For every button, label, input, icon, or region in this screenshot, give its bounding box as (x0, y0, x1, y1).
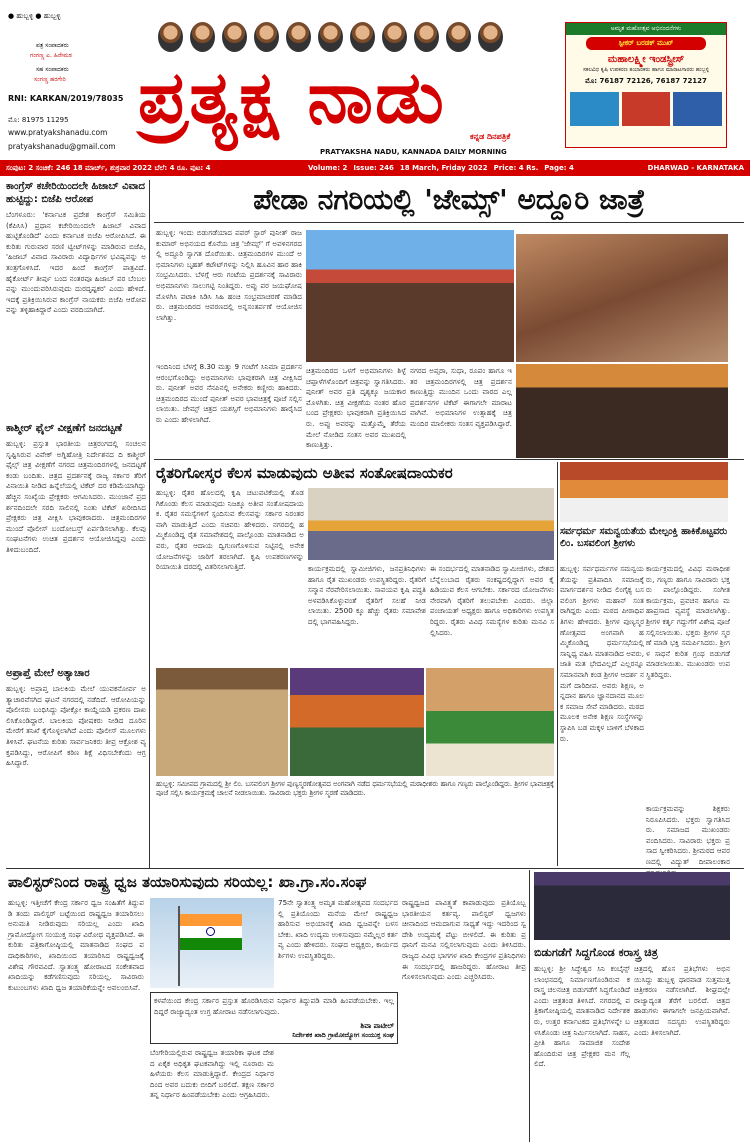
swamiji-photo (560, 462, 728, 522)
price: Price: 4 Rs. (493, 164, 539, 172)
portrait (414, 22, 439, 52)
portrait (190, 22, 215, 52)
ad-brand: ಮಹಾಲಕ್ಷ್ಮೀ ಇಂಡಸ್ಟ್ರೀಸ್ (607, 54, 685, 65)
flag-article-col1: ಹುಬ್ಬಳ್ಳಿ: ಇತ್ತೀಚೆಗೆ ಕೇಂದ್ರ ಸರ್ಕಾರ ಧ್ವಜ ಸಂಹಿತೆಗೆ ತಿದ್ದುಪಡಿ ತಂದು ಪಾಲಿಸ್ಟರ್ ಬಟ್ಟೆಯಿಂದ ರಾಷ್ಟ್ರಧ್ವಜ ತಯಾರಿಸಲು ಅನುಮತಿ ನೀಡಿರುವುದು ಸರಿಯಲ್ಲ ಎಂದು ಖಾದಿ ಗ್ರಾಮೋದ್ಯೋಗ ಸಂಯುಕ್ತ ಸಂಘ ವಿರೋಧ ವ್ಯಕ್ತಪಡಿಸಿದೆ. ಈ ಕುರಿತು ಪತ್ರಿಕಾಗೋಷ್ಠಿಯಲ್ಲಿ ಮಾತನಾಡಿದ ಸಂಘದ ಪದಾಧಿಕಾರಿಗಳು, ಖಾದಿಯಿಂದ ತಯಾರಿಸಿದ ರಾಷ್ಟ್ರಧ್ವಜಕ್ಕೆ ವಿಶೇಷ ಗೌರವವಿದೆ. ಸ್ವಾತಂತ್ರ್ಯ ಹೋರಾಟದ ಸಂಕೇತವಾದ ಖಾದಿಯನ್ನು ಕಡೆಗಣಿಸುವುದು ಸರಿಯಲ್ಲ. ಸಾವಿರಾರು ಕುಟುಂಬಗಳು ಖಾದಿ ಧ್ವಜ ತಯಾರಿಕೆಯನ್ನೇ ಅವಲಂಬಿಸಿವೆ. (8, 898, 144, 992)
ad-sub: ಸ್ಪೀಕರ್ ಬರಡಕ್ ಮುಖ್ (586, 37, 706, 50)
flag-article-col5: ರಾಷ್ಟ್ರಧ್ವಜದ ಪಾವಿತ್ರ್ಯತೆ ಕಾಪಾಡುವುದು ಪ್ರತಿಯೊಬ್ಬ ಭಾರತೀಯನ ಕರ್ತವ್ಯ. ಪಾಲಿಸ್ಟರ್ ಧ್ವಜಗಳು ಚೀನಾದಿಂದ ಆಮದಾಗುವ ಸಾಧ್ಯತೆ ಇದ್ದು ಇದರಿಂದ ಸ್ವದೇಶಿ ಉದ್ಯಮಕ್ಕೆ ಪೆಟ್ಟು ಬೀಳಲಿದೆ. ಈ ಕುರಿತು ಪ್ರಧಾನಿಗೆ ಮನವಿ ಸಲ್ಲಿಸಲಾಗುವುದು ಎಂದು ತಿಳಿಸಿದರು. ರಾಜ್ಯದ ವಿವಿಧ ಭಾಗಗಳ ಖಾದಿ ಕೇಂದ್ರಗಳ ಪ್ರತಿನಿಧಿಗಳು ಈ ಸಂದರ್ಭದಲ್ಲಿ ಹಾಜರಿದ್ದರು. ಹೋರಾಟ ತೀವ್ರಗೊಳಿಸಲಾಗುವುದು ಎಂದು ಎಚ್ಚರಿಸಿದರು. (402, 898, 526, 982)
right-divider (557, 462, 558, 866)
sarvadharma-headline: ಸರ್ವಧರ್ಮ ಸಮನ್ವಯತೆಯ ಮೇಲ್ಪಂಕ್ತಿ ಹಾಕಿಕೊಟ್ಟವರು ಲಿಂ. ಬಸವಲಿಂಗ ಶ್ರೀಗಳು (560, 526, 728, 549)
lead-headline: ಪೇಡಾ ನಗರಿಯಲ್ಲಿ 'ಜೇಮ್ಸ್' ಅದ್ದೂರಿ ಜಾತ್ರೆ (253, 183, 645, 216)
portrait (286, 22, 311, 52)
phone: ಮೊ: 81975 11295 (8, 116, 69, 124)
co-editor-name: ಸಂಗಣ್ಣ ಹರಗೇರಿ (34, 76, 66, 83)
advertisement[interactable] (565, 22, 727, 148)
column-divider (149, 180, 150, 868)
ad-phone: ಮೊ: 76187 72126, 76187 72127 (585, 77, 707, 85)
crime-article: ಹುಬ್ಬಳ್ಳಿ: ಅಪ್ರಾಪ್ತ ಬಾಲಕಿಯ ಮೇಲೆ ಯುವಕನೋರ್ವ ಅತ್ಯಾಚಾರವೆಸಗಿದ ಘಟನೆ ನಗರದಲ್ಲಿ ನಡೆದಿದೆ. ಆರೋಪಿಯನ್ನು ಪೊಲೀಸರು ಬಂಧಿಸಿದ್ದು ಪೋಕ್ಸೋ ಕಾಯ್ದೆಯಡಿ ಪ್ರಕರಣ ದಾಖಲಿಸಿಕೊಂಡಿದ್ದಾರೆ. ಬಾಲಕಿಯ ಪೋಷಕರು ನೀಡಿದ ದೂರಿನ ಮೇರೆಗೆ ತನಿಖೆ ಕೈಗೊಳ್ಳಲಾಗಿದೆ ಎಂದು ಪೊಲೀಸ್ ಮೂಲಗಳು ತಿಳಿಸಿವೆ. ಘಟನೆಯ ಕುರಿತು ಸಾರ್ವಜನಿಕರು ತೀವ್ರ ಆಕ್ರೋಶ ವ್ಯಕ್ತಪಡಿಸಿದ್ದು, ಆರೋಪಿಗೆ ಕಠಿಣ ಶಿಕ್ಷೆ ವಿಧಿಸಬೇಕೆಂದು ಆಗ್ರಹಿಸಿದ್ದಾರೆ. (6, 684, 146, 768)
flag-article-col2: 75ನೇ ಸ್ವಾತಂತ್ರ್ಯ ಅಮೃತ ಮಹೋತ್ಸವದ ಸಂದರ್ಭದಲ್ಲಿ ಪ್ರತಿಯೊಂದು ಮನೆಯ ಮೇಲೆ ರಾಷ್ಟ್ರಧ್ವಜ ಹಾರಿಸುವ ಅಭಿಯಾನಕ್ಕೆ ಖಾದಿ ಧ್ವಜವನ್ನೇ ಬಳಸಬೇಕು. ಖಾದಿ ಉದ್ಯಮ ಉಳಿಸುವುದು ನಮ್ಮೆಲ್ಲರ ಕರ್ತವ್ಯ ಎಂದು ಹೇಳಿದರು. ಸಂಘದ ಅಧ್ಯಕ್ಷರು, ಕಾರ್ಯದರ್ಶಿಗಳು ಉಪಸ್ಥಿತರಿದ್ದರು. (278, 898, 398, 960)
ad-description: ಸಕಲವಿಧ ಕೃಷಿ ಉಪಕರಣ ತಯಾರಕರು ಹಾಗೂ ಮಾರಾಟಗಾರರು ಹುಬ್ಬಳ್ಳಿ (582, 67, 710, 73)
portrait (318, 22, 343, 52)
quote-text: ಕಳಪೆಯಿಂದ ಕೇಂದ್ರ ಸರ್ಕಾರ ಪ್ರಸ್ತುತ ಹೊರಡಿಸಿರುವ ನಿರ್ಧಾರ ತಿದ್ದುಪಡಿ ಮಾಡಿ ಹಿಂಪಡೆಯಬೇಕು. ಇಲ್ಲದಿದ್ದರೆ ರಾಜ್ಯಾದ್ಯಂತ ಉಗ್ರ ಹೋರಾಟ ನಡೆಸಲಾಗುವುದು. (154, 996, 394, 1016)
masthead-title: ಪ್ರತ್ಯಕ್ಷ ನಾಡು (138, 55, 446, 139)
lead-article-col1b: ಇಂದಿನಿಂದ ಬೆಳಗ್ಗೆ 8.30 ಮತ್ತು 9 ಗಂಟೆಗೆ ಸಿನಿಮಾ ಪ್ರದರ್ಶನ ಆರಂಭಗೊಂಡಿದ್ದು ಅಭಿಮಾನಿಗಳು ಭಾವುಕರಾಗಿ ಚಿತ್ರ ವೀಕ್ಷಿಸಿದರು. ಪುನೀತ್ ಅವರ ನೆನಪಿನಲ್ಲಿ ಅನೇಕರು ಕಣ್ಣೀರು ಹಾಕಿದರು. ಚಿತ್ರಮಂದಿರದ ಮುಂದೆ ಪುನೀತ್ ಅವರ ಭಾವಚಿತ್ರಕ್ಕೆ ಪೂಜೆ ಸಲ್ಲಿಸಲಾಯಿತು. ಜೇಮ್ಸ್ ಚಿತ್ರದ ಯಶಸ್ಸಿಗೆ ಅಭಿಮಾನಿಗಳು ಹಾರೈಸಿದರು ಎಂದು ಹೇಳಲಾಗಿದೆ. (156, 362, 302, 424)
sarvadharma-article-col2: ಕಾರ್ಯಕ್ರಮದಲ್ಲಿ ವಿವಿಧ ಮಠಾಧೀಶರು, ಗಣ್ಯರು ಹಾಗೂ ಸಾವಿರಾರು ಭಕ್ತರು ಪಾಲ್ಗೊಂಡಿದ್ದರು. ಸಂಗೀತ ಕಾರ್ಯಕ್ರಮ, ಪ್ರವಚನ ಹಾಗೂ ಮಹಾಪ್ರಸಾದ ವ್ಯವಸ್ಥೆ ಮಾಡಲಾಗಿತ್ತು. ಶ್ರೀಗಳ ಕರ್ತೃ ಗದ್ದುಗೆಗೆ ವಿಶೇಷ ಪೂಜೆ ಸಲ್ಲಿಸಲಾಯಿತು. ಭಕ್ತರು ಶ್ರೀಗಳ ಸ್ಮರಣೆ ಮಾಡಿ ಭಕ್ತಿ ಸಮರ್ಪಿಸಿದರು. ಶ್ರೀಗಳ ಸಾಧನೆ ಕುರಿತ ಗ್ರಂಥ ಬಿಡುಗಡೆ ಮಾಡಲಾಯಿತು. ಮುಖಂಡರು ಉಪಸ್ಥಿತರಿದ್ದರು. (646, 564, 730, 679)
lead-article-col3: ನಗರದ ಅಪ್ಸರಾ, ಸುಧಾ, ರೂಪಂ ಹಾಗೂ ಇತರ ಚಿತ್ರಮಂದಿರಗಳಲ್ಲಿ ಚಿತ್ರ ಪ್ರದರ್ಶನ ಕಾಣುತ್ತಿದ್ದು ಮುಂದಿನ ಒಂದು ವಾರದ ಎಲ್ಲ ಪ್ರದರ್ಶನಗಳ ಟಿಕೆಟ್ ಈಗಾಗಲೇ ಮಾರಾಟವಾಗಿವೆ. ಅಭಿಮಾನಿಗಳ ಉತ್ಸಾಹಕ್ಕೆ ಚಿತ್ರಮಂದಿರ ಮಾಲೀಕರು ಸಂತಸ ವ್ಯಕ್ತಪಡಿಸಿದ್ದಾರೆ. (410, 366, 512, 428)
sarvadharma-article-col2b: ಕಾರ್ಯಕ್ರಮವನ್ನು ಶಿಕ್ಷಕರು ನಿರೂಪಿಸಿದರು. ಭಕ್ತರು ಸ್ವಾಗತಿಸಿದರು. ಸಮಾಜದ ಮುಖಂಡರು ವಂದಿಸಿದರು. ಸಾವಿರಾರು ಭಕ್ತರು ಪ್ರಸಾದ ಸ್ವೀಕರಿಸಿದರು. ಶ್ರೀಮಠದ ಆವರಣದಲ್ಲಿ ವಿದ್ಯುತ್ ದೀಪಾಲಂಕಾರ (646, 804, 730, 866)
issue-info-kannada: ಸಂಪುಟ: 2 ಸಂಚಿಕೆ: 246 18 ಮಾರ್ಚ್, ಶುಕ್ರವಾರ 2022 ಬೆಲೆ: 4 ರೂ. ಪುಟ: 4 (6, 163, 211, 172)
film-team-photo (534, 872, 730, 940)
machine-image (622, 92, 671, 126)
portrait (350, 22, 375, 52)
flag-headline: ಪಾಲಿಸ್ಟರ್‌ನಿಂದ ರಾಷ್ಟ್ರ ಧ್ವಜ ತಯಾರಿಸುವುದು ಸರಿಯಲ್ಲ: ಖಾ.ಗ್ರಾ.ಸಂ.ಸಂಘ (8, 873, 367, 891)
farmers-article-col3: ಈ ಸಂದರ್ಭದಲ್ಲಿ ಮಾತನಾಡಿದ ಸ್ವಾಮೀಜಿಗಳು, ದೇಶದ ಬೆನ್ನೆಲುಬಾದ ರೈತರು ಸಂಕಷ್ಟದಲ್ಲಿದ್ದಾಗ ಅವರ ಕೈ ಹಿಡಿಯುವ ಕೆಲಸ ಆಗಬೇಕು. ಸರ್ಕಾರದ ಯೋಜನೆಗಳು ನೇರವಾಗಿ ರೈತರಿಗೆ ತಲುಪಬೇಕು ಎಂದರು. ಜಿಲ್ಲಾ ಪಂಚಾಯತ್ ಅಧ್ಯಕ್ಷರು ಹಾಗೂ ಅಧಿಕಾರಿಗಳು ಉಪಸ್ಥಿತರಿದ್ದರು. ರೈತರು ವಿವಿಧ ಸಮಸ್ಯೆಗಳ ಕುರಿತು ಮನವಿ ಸಲ್ಲಿಸಿದರು. (430, 564, 554, 637)
machine-image (673, 92, 722, 126)
lead-photo-theatre (516, 364, 728, 458)
hijab-article: ಬೆಂಗಳೂರು: 'ಕರ್ನಾಟಕ ಪ್ರದೇಶ ಕಾಂಗ್ರೆಸ್ ಸಮಿತಿಯ (ಕೆಪಿಸಿಸಿ) ಪ್ರಧಾನ ಕಚೇರಿಯಿಂದಲೇ ಹಿಜಾಬ್ ವಿವಾದ ಹುಟ್ಟಿಕೊಂಡಿದೆ' ಎಂದು ಕರ್ನಾಟಕ ಬಿಜೆಪಿ ಆರೋಪಿಸಿದೆ. ಈ ಕುರಿತು ಗುರುವಾರ ಸರಣಿ ಟ್ವೀಟ್‌ಗಳನ್ನು ಮಾಡಿರುವ ಬಿಜೆಪಿ, 'ಹಿಜಾಬ್ ವಿವಾದ ಸಾವಿರಾರು ವಿದ್ಯಾರ್ಥಿಗಳ ಭವಿಷ್ಯವನ್ನು ಅತಂತ್ರಗೊಳಿಸಿದೆ. ಇದರ ಹಿಂದೆ ಕಾಂಗ್ರೆಸ್ ಪಾತ್ರವಿದೆ. ಹೈಕೋರ್ಟ್ ತೀರ್ಪು ಬಂದ ನಂತರವೂ ಹಿಜಾಬ್ ಪರ ಬೆಂಬಲವನ್ನು ಮುಂದುವರಿಸಿರುವುದು ದುರದೃಷ್ಟಕರ' ಎಂದು ಹೇಳಿದೆ. ಇದಕ್ಕೆ ಪ್ರತಿಕ್ರಿಯಿಸಿರುವ ಕಾಂಗ್ರೆಸ್ ನಾಯಕರು ಬಿಜೆಪಿ ಆರೋಪವನ್ನು ತಳ್ಳಿಹಾಕಿದ್ದಾರೆ ಎಂದು ವರದಿಯಾಗಿದೆ. (6, 210, 146, 315)
page: Page: 4 (544, 164, 574, 172)
quote-signatory: ಶಿವಾ ಪಾಟೀಲ್ (360, 1022, 394, 1030)
portrait (478, 22, 503, 52)
quote-designation: ನಿರ್ದೇಶಕ ಖಾದಿ ಗ್ರಾಮೋದ್ಯೋಗ ಸಂಯುಕ್ತ ಸಂಘ (292, 1031, 394, 1039)
lead-photo-fans (516, 234, 728, 362)
email-link[interactable]: pratyakshanadu@gmail.com (8, 142, 116, 151)
portrait (382, 22, 407, 52)
crime-headline: ಅಪ್ರಾಪ್ತೆ ಮೇಲೆ ಅತ್ಯಾಚಾರ (6, 668, 90, 679)
editor-name: ಗಂಗಣ್ಣ ಎ. ಹಿರೇಮಠ (30, 52, 72, 59)
leaders-portrait-row (158, 22, 540, 56)
kashmir-files-headline: ಕಾಶ್ಮೀರ್ ಫೈಲ್ ವೀಕ್ಷಣೆಗೆ ಜನದಟ್ಟಣೆ (6, 423, 123, 434)
co-editor-label: ಸಹ ಸಂಪಾದಕರು (36, 66, 69, 73)
info-bar (0, 160, 750, 176)
left-column (6, 180, 146, 868)
hijab-headline: ಕಾಂಗ್ರೆಸ್ ಕಚೇರಿಯಿಂದಲೇ ಹಿಜಾಬ್ ವಿವಾದ ಹುಟ್ಟಿದ್ದು: ಬಿಜೆಪಿ ಆರೋಪ (6, 181, 146, 205)
edition-line: ● ಹುಬ್ಬಳ್ಳಿ ● ಹುಬ್ಬಳ್ಳಿ (8, 12, 61, 20)
tagline: ಕನ್ನಡ ದಿನಪತ್ರಿಕೆ (470, 132, 511, 141)
farmers-photo (308, 488, 554, 560)
lead-rule (154, 222, 744, 223)
lead-article-col2: ಚಿತ್ರಮಂದಿರದ ಒಳಗೆ ಅಭಿಮಾನಿಗಳು ಶಿಳ್ಳೆ ಚಪ್ಪಾಳೆಗಳೊಂದಿಗೆ ಚಿತ್ರವನ್ನು ಸ್ವಾಗತಿಸಿದರು. ಪುನೀತ್ ಅವರ ಪ್ರತಿ ದೃಶ್ಯಕ್ಕೂ ಜಯಕಾರ ಮೊಳಗಿತು. ಚಿತ್ರ ವೀಕ್ಷಣೆಯ ನಂತರ ಹೊರಬಂದ ಪ್ರೇಕ್ಷಕರು ಭಾವುಕರಾಗಿ ಪ್ರತಿಕ್ರಿಯಿಸಿದರು. ಅಪ್ಪು ಅವರನ್ನು ಮತ್ತೊಮ್ಮೆ ತೆರೆಯ ಮೇಲೆ ನೋಡಿದ ಸಂತಸ ಅವರ ಮುಖದಲ್ಲಿ ಕಾಣುತ್ತಿತ್ತು. (306, 366, 406, 450)
ad-images (566, 88, 726, 130)
portrait (158, 22, 183, 52)
lead-bottom-rule (154, 459, 744, 460)
kashmir-files-article: ಹುಬ್ಬಳ್ಳಿ: ಪ್ರಸ್ತುತ ಭಾರತೀಯ ಚಿತ್ರರಂಗದಲ್ಲಿ ಸಂಚಲನ ಸೃಷ್ಟಿಸಿರುವ ವಿವೇಕ್ ಅಗ್ನಿಹೋತ್ರಿ ನಿರ್ದೇಶನದ ದಿ ಕಾಶ್ಮೀರ್ ಫೈಲ್ಸ್ ಚಿತ್ರ ವೀಕ್ಷಣೆಗೆ ನಗರದ ಚಿತ್ರಮಂದಿರಗಳಲ್ಲಿ ಜನದಟ್ಟಣೆ ಕಂಡು ಬಂದಿತು. ಚಿತ್ರದ ಪ್ರದರ್ಶನಕ್ಕೆ ರಾಜ್ಯ ಸರ್ಕಾರ ತೆರಿಗೆ ವಿನಾಯಿತಿ ನೀಡಿದ ಹಿನ್ನೆಲೆಯಲ್ಲಿ ಟಿಕೆಟ್ ದರ ಕಡಿಮೆಯಾಗಿದ್ದು ಹೆಚ್ಚಿನ ಸಂಖ್ಯೆಯ ಪ್ರೇಕ್ಷಕರು ಆಗಮಿಸಿದರು. ಮುಂಜಾನೆ ಪ್ರದರ್ಶನದಿಂದಲೇ ಸರದಿ ಸಾಲಿನಲ್ಲಿ ನಿಂತು ಟಿಕೆಟ್ ಖರೀದಿಸಿದ ಪ್ರೇಕ್ಷಕರು ಚಿತ್ರ ವೀಕ್ಷಿಸಿ ಭಾವುಕರಾದರು. ಚಿತ್ರಮಂದಿರಗಳ ಮುಂದೆ ಪೊಲೀಸ್ ಬಂದೋಬಸ್ತ್ ಏರ್ಪಡಿಸಲಾಗಿತ್ತು. ಕೆಲವು ಸಂಘಟನೆಗಳು ಉಚಿತ ಪ್ರದರ್ಶನ ಆಯೋಜಿಸಿದ್ದವು ಎಂದು ತಿಳಿದುಬಂದಿದೆ. (6, 439, 146, 554)
volume: Volume: 2 (308, 164, 348, 172)
farmers-article-col1: ಹುಬ್ಬಳ್ಳಿ: ರೈತರ ಹೊಲದಲ್ಲಿ ಕೃಷಿ ಚಟುವಟಿಕೆಯಲ್ಲಿ ತೊಡಗಿಕೊಂಡು ಕೆಲಸ ಮಾಡುವುದು ನಿಜಕ್ಕೂ ಅತೀವ ಸಂತೋಷದಾಯಕ. ರೈತರ ಸಮಸ್ಯೆಗಳಿಗೆ ಸ್ಪಂದಿಸುವ ಕೆಲಸವನ್ನು ಸರ್ಕಾರ ನಿರಂತರವಾಗಿ ಮಾಡುತ್ತಿದೆ ಎಂದು ಸಚಿವರು ಹೇಳಿದರು. ನಗರದಲ್ಲಿ ಹಮ್ಮಿಕೊಂಡಿದ್ದ ರೈತ ಸಮಾವೇಶದಲ್ಲಿ ಪಾಲ್ಗೊಂಡು ಮಾತನಾಡಿದ ಅವರು, ರೈತರ ಆದಾಯ ದ್ವಿಗುಣಗೊಳಿಸುವ ನಿಟ್ಟಿನಲ್ಲಿ ಅನೇಕ ಯೋಜನೆಗಳನ್ನು ಜಾರಿಗೆ ತರಲಾಗಿದೆ. ಕೃಷಿ ಉಪಕರಣಗಳನ್ನು ರಿಯಾಯಿತಿ ದರದಲ್ಲಿ ವಿತರಿಸಲಾಗುತ್ತಿದೆ. (156, 488, 304, 572)
farmers-headline: ರೈತರಿಗೋಸ್ಕರ ಕೆಲಸ ಮಾಡುವುದು ಅತೀವ ಸಂತೋಷದಾಯಕರ (156, 464, 453, 482)
quote-box (150, 992, 398, 1044)
photo-caption: ಹುಬ್ಬಳ್ಳಿ: ಸಮೀಪದ ಗ್ರಾಮದಲ್ಲಿ ಶ್ರೀ ಲಿಂ. ಬಸವಲಿಂಗ ಶ್ರೀಗಳ ಪುಣ್ಯಸ್ಮರಣೋತ್ಸವದ ಅಂಗವಾಗಿ ನಡೆದ ಧರ್ಮಸಭೆಯಲ್ಲಿ ಮಠಾಧೀಶರು ಹಾಗೂ ಗಣ್ಯರು ಪಾಲ್ಗೊಂಡಿದ್ದರು. ಶ್ರೀಗಳ ಭಾವಚಿತ್ರಕ್ಕೆ ಪೂಜೆ ಸಲ್ಲಿಸಿ ಕಾರ್ಯಕ್ರಮಕ್ಕೆ ಚಾಲನೆ ನೀಡಲಾಯಿತು. ಸಾವಿರಾರು ಭಕ್ತರು ಶ್ರೀಗಳ ಸ್ಮರಣೆ ಮಾಡಿದರು. (156, 780, 554, 797)
header (0, 0, 750, 160)
ceremony-photo-3 (426, 668, 554, 776)
lead-article-col1: ಹುಬ್ಬಳ್ಳಿ: ಇಂದು ಬಿಡುಗಡೆಯಾದ ಪವರ್ ಸ್ಟಾರ್ ಪುನೀತ್ ರಾಜಕುಮಾರ್ ಅಭಿನಯದ ಕೊನೆಯ ಚಿತ್ರ 'ಜೇಮ್ಸ್' ಗೆ ಅವಳಿನಗರದಲ್ಲಿ ಅದ್ದೂರಿ ಸ್ವಾಗತ ದೊರೆಯಿತು. ಚಿತ್ರಮಂದಿರಗಳ ಮುಂದೆ ಅಭಿಮಾನಿಗಳು ಬೃಹತ್ ಕಟೌಟ್‌ಗಳನ್ನು ನಿಲ್ಲಿಸಿ ಹೂವಿನ ಹಾರ ಹಾಕಿ ಸಂಭ್ರಮಿಸಿದರು. ಬೆಳಗ್ಗೆ ಆರು ಗಂಟೆಯ ಪ್ರದರ್ಶನಕ್ಕೆ ಸಾವಿರಾರು ಅಭಿಮಾನಿಗಳು ಸಾಲುಗಟ್ಟಿ ನಿಂತಿದ್ದರು. ಅಪ್ಪು ಪರ ಜಯಘೋಷ ಮೊಳಗಿಸಿ ಪಟಾಕಿ ಸಿಡಿಸಿ ಸಿಹಿ ಹಂಚಿ ಸಂಭ್ರಮಾಚರಣೆ ಮಾಡಿದರು. ಚಿತ್ರಮಂದಿರದ ಆವರಣದಲ್ಲಿ ಅನ್ನಸಂತರ್ಪಣೆ ಆಯೋಜಿಸಲಾಗಿತ್ತು. (156, 228, 302, 322)
english-name: PRATYAKSHA NADU, KANNADA DAILY MORNING (320, 148, 507, 156)
bottom-divider (529, 870, 530, 1142)
flag-saffron (180, 914, 242, 926)
chakra-icon (206, 927, 215, 936)
ceremony-photo-1 (156, 668, 288, 776)
portrait (222, 22, 247, 52)
place: DHARWAD - KARNATAKA (647, 164, 744, 172)
machine-image (570, 92, 619, 126)
ceremony-photo-2 (290, 668, 424, 776)
editor-label: ಪತ್ರ ಸಂಪಾದಕರು (36, 42, 69, 49)
rni-number: RNI: KARKAN/2019/78035 (8, 94, 124, 103)
portrait (446, 22, 471, 52)
website-link[interactable]: www.pratyakshanadu.com (8, 128, 108, 137)
portrait (254, 22, 279, 52)
film-article-col1: ಹುಬ್ಬಳ್ಳಿ: ಶ್ರೀ ಸಿದ್ಧೇಶ್ವರ ಸಿನಿ ಕಂಬೈನ್ಸ್ ಲಾಂಛನದಲ್ಲಿ ನಿರ್ಮಾಣಗೊಂಡಿರುವ ಕರಾಸ್ತ್ರ ಚಲನಚಿತ್ರ ಬಿಡುಗಡೆಗೆ ಸಿದ್ಧಗೊಂಡಿದೆ ಎಂದು ಚಿತ್ರತಂಡ ತಿಳಿಸಿದೆ. ನಗರದಲ್ಲಿ ಪತ್ರಿಕಾಗೋಷ್ಠಿಯಲ್ಲಿ ಮಾತನಾಡಿದ ನಿರ್ದೇಶಕರು, ಉತ್ತರ ಕರ್ನಾಟಕದ ಪ್ರತಿಭೆಗಳನ್ನೇ ಬಳಸಿಕೊಂಡು ಚಿತ್ರ ನಿರ್ಮಿಸಲಾಗಿದೆ. ಸಾಹಸ, ಪ್ರೀತಿ ಹಾಗೂ ಸಾಮಾಜಿಕ ಸಂದೇಶ ಹೊಂದಿರುವ ಚಿತ್ರ ಪ್ರೇಕ್ಷಕರ ಮನ ಗೆಲ್ಲಲಿದೆ. (534, 964, 630, 1069)
farmers-article-col2: ಕಾರ್ಯಕ್ರಮದಲ್ಲಿ ಸ್ವಾಮೀಜಿಗಳು, ಜನಪ್ರತಿನಿಧಿಗಳು ಹಾಗೂ ರೈತ ಮುಖಂಡರು ಉಪಸ್ಥಿತರಿದ್ದರು. ರೈತರಿಗೆ ಸನ್ಮಾನ ನೆರವೇರಿಸಲಾಯಿತು. ಸಾವಯವ ಕೃಷಿ ಪದ್ಧತಿ ಅಳವಡಿಸಿಕೊಳ್ಳುವಂತೆ ರೈತರಿಗೆ ಸಲಹೆ ನೀಡಲಾಯಿತು. 2500 ಕ್ಕೂ ಹೆಚ್ಚು ರೈತರು ಸಮಾವೇಶದಲ್ಲಿ ಭಾಗವಹಿಸಿದ್ದರು. (308, 564, 426, 626)
flag-green (180, 938, 242, 950)
sarvadharma-article-col1: ಹುಬ್ಬಳ್ಳಿ: ಸರ್ವಧರ್ಮಗಳ ಸಮನ್ವಯತೆಯನ್ನು ಪ್ರತಿಪಾದಿಸಿ ಸಮಾಜಕ್ಕೆ ಮಾರ್ಗದರ್ಶನ ನೀಡಿದ ಲಿಂಗೈಕ್ಯ ಬಸವಲಿಂಗ ಶ್ರೀಗಳು ಮಹಾನ್ ಸಂತರಾಗಿದ್ದರು ಎಂದು ಮಠದ ಪೀಠಾಧಿಪತಿಗಳು ಹೇಳಿದರು. ಶ್ರೀಗಳ ಪುಣ್ಯಸ್ಮರಣೋತ್ಸವದ ಅಂಗವಾಗಿ ಹಮ್ಮಿಕೊಂಡಿದ್ದ ಧರ್ಮಸಭೆಯಲ್ಲಿ ಸಾನ್ನಿಧ್ಯ ವಹಿಸಿ ಮಾತನಾಡಿದ ಅವರು, ಜಾತಿ ಮತ ಭೇದವಿಲ್ಲದೆ ಎಲ್ಲರನ್ನೂ ಸಮಾನವಾಗಿ ಕಂಡ ಶ್ರೀಗಳ ಆದರ್ಶ ನಮಗೆ ದಾರಿದೀಪ. ಅವರು ಶಿಕ್ಷಣ, ಅನ್ನದಾನ ಹಾಗೂ ಜ್ಞಾನದಾನದ ಮೂಲಕ ಸಮಾಜ ಸೇವೆ ಮಾಡಿದರು. ಮಠದ ಮೂಲಕ ಅನೇಕ ಶಿಕ್ಷಣ ಸಂಸ್ಥೆಗಳನ್ನು ಸ್ಥಾಪಿಸಿ ಬಡ ಮಕ್ಕಳ ಬಾಳಿಗೆ ಬೆಳಕಾದರು. (560, 564, 644, 743)
issue: Issue: 246 (353, 164, 394, 172)
lead-photo-crowd (306, 230, 514, 362)
film-headline: ಬಿಡುಗಡೆಗೆ ಸಿದ್ದಗೊಂಡ ಕರಾಸ್ತ್ರ ಚಿತ್ರ (534, 946, 658, 959)
section-rule (6, 868, 744, 869)
film-article-col2: ಚಿತ್ರದಲ್ಲಿ ಹೊಸ ಪ್ರತಿಭೆಗಳು ಅಭಿನಯಿಸಿದ್ದು ಹುಬ್ಬಳ್ಳಿ ಧಾರವಾಡ ಸುತ್ತಮುತ್ತ ಚಿತ್ರೀಕರಣ ನಡೆಸಲಾಗಿದೆ. ಶೀಘ್ರದಲ್ಲೇ ರಾಜ್ಯಾದ್ಯಂತ ತೆರೆಗೆ ಬರಲಿದೆ. ಚಿತ್ರದ ಹಾಡುಗಳು ಈಗಾಗಲೇ ಜನಪ್ರಿಯವಾಗಿವೆ. ಚಿತ್ರತಂಡದ ಸದಸ್ಯರು ಉಪಸ್ಥಿತರಿದ್ದರು ಎಂದು ತಿಳಿಸಲಾಗಿದೆ. (634, 964, 730, 1037)
ad-top: ಅಮೃತ ಮಹೋತ್ಸವ ಅಭಿನಂದನೆಗಳು (566, 23, 726, 35)
flag-photo (150, 898, 274, 988)
flag-article-col3: ಬೆಂಗೇರಿಯಲ್ಲಿರುವ ರಾಷ್ಟ್ರಧ್ವಜ ತಯಾರಿಕಾ ಘಟಕ ದೇಶದ ಏಕೈಕ ಅಧಿಕೃತ ಘಟಕವಾಗಿದ್ದು ಇಲ್ಲಿ ನೂರಾರು ಮಹಿಳೆಯರು ಕೆಲಸ ಮಾಡುತ್ತಿದ್ದಾರೆ. ಕೇಂದ್ರದ ನಿರ್ಧಾರದಿಂದ ಅವರ ಬದುಕು ಬೀದಿಗೆ ಬರಲಿದೆ. ತಕ್ಷಣ ಸರ್ಕಾರ ತನ್ನ ನಿರ್ಧಾರ ಹಿಂಪಡೆಯಬೇಕು ಎಂದು ಆಗ್ರಹಿಸಿದರು. (150, 1048, 274, 1100)
date: 18 March, Friday 2022 (399, 164, 488, 172)
